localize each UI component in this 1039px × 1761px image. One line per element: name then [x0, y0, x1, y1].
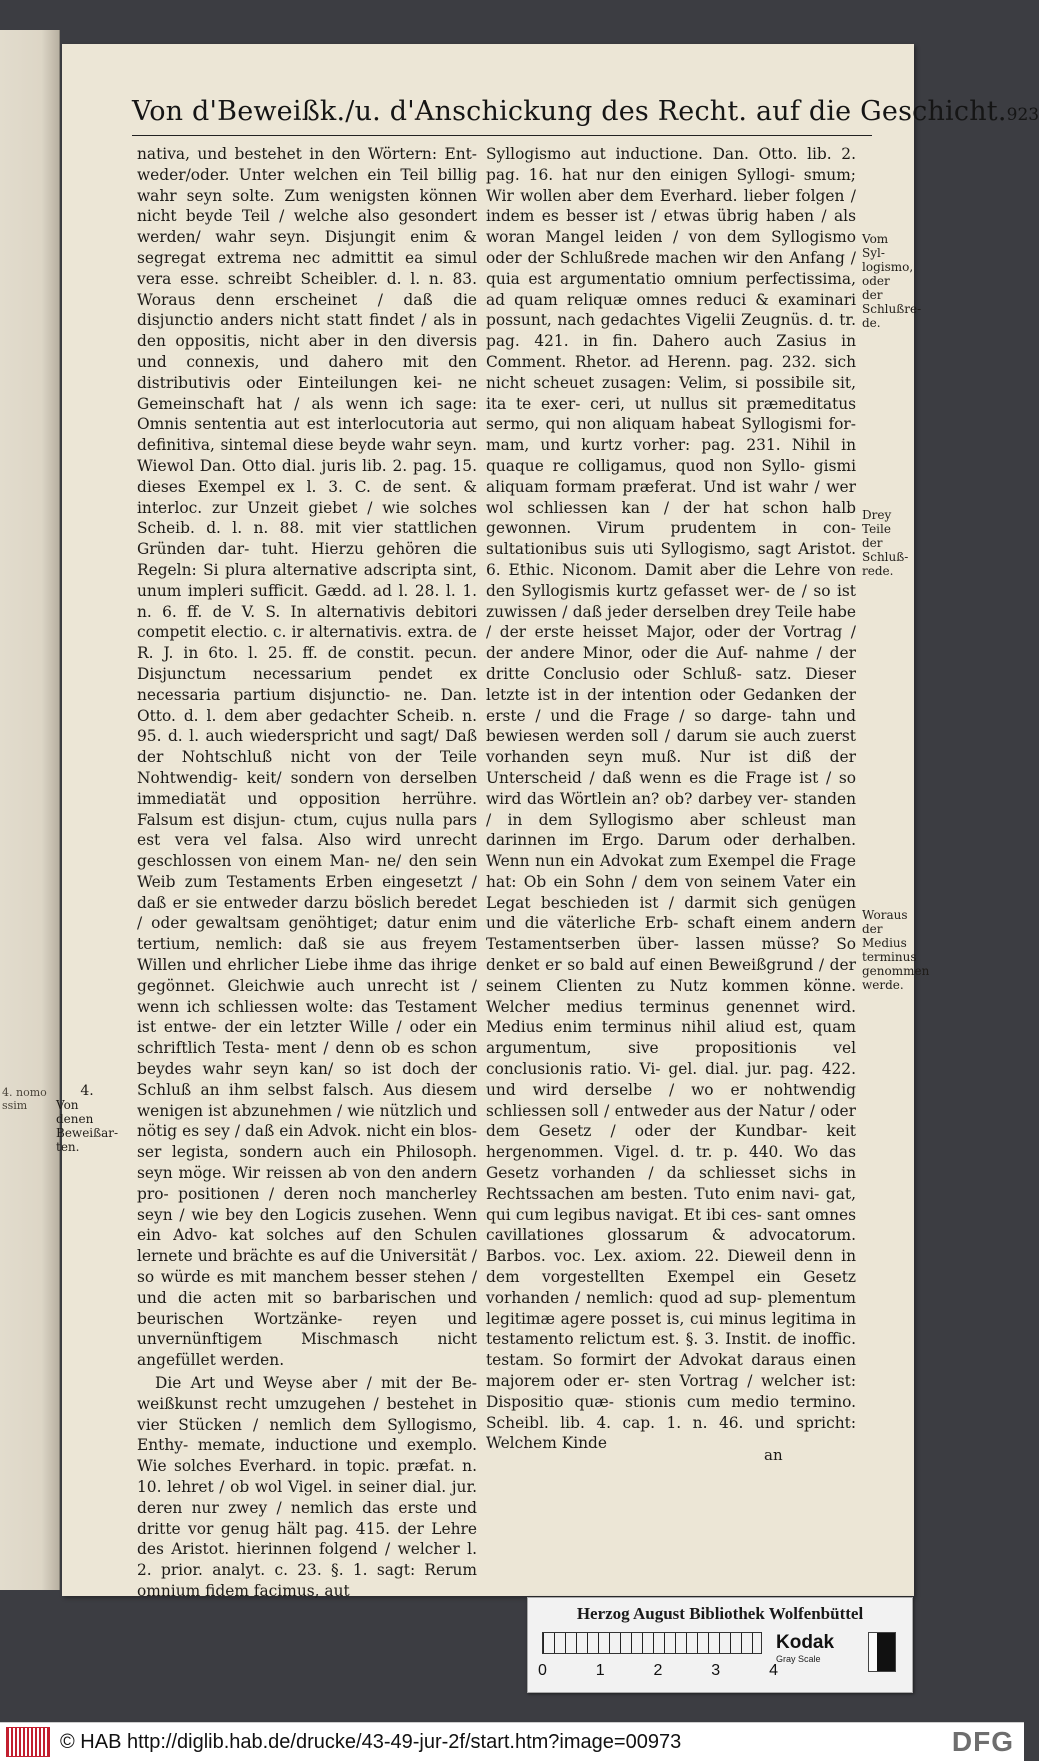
color-calibration-strip	[527, 1597, 913, 1693]
catchword: an	[764, 1446, 783, 1464]
previous-page-edge	[0, 30, 60, 1590]
running-title: Von d'Beweißk./u. d'Anschickung des Recht. auf die Geschicht.	[132, 96, 1007, 127]
ruler-tick: 3	[711, 1662, 721, 1679]
previous-page-margin-note: 4. nomo ssim	[2, 1086, 47, 1112]
copyright-link[interactable]: © HAB http://diglib.hab.de/drucke/43-49-jur-2f/start.htm?image=00973	[60, 1730, 682, 1753]
margin-note-beweisarten-text: Von denen Beweißar- ten.	[56, 1098, 119, 1154]
right-column	[486, 144, 856, 1454]
right-column-paragraph-1: Syllogismo aut inductione. Dan. Otto. lib. 2. pag. 16. hat nur den einigen Syllogi- smum; Wir wollen aber dem Everhard. lieber folgen / indem es besser ist / etwas übrig haben / als woran Mangel leiden / von dem Syllogismo oder der Schlußrede machen wir den Anfang / quia est argumentatio omnium perfectissima, ad quam reliquæ omnes reduci & examinari possunt, nach gedachtes Vigelii Zeugnüs. d. tr. pag. 421. in fin. Dahero auch Zasius in Comment. Rhetor. ad Herenn. pag. 232. sich nicht scheuet zusagen: Velim, si possibile sit, ita te exer- ceri, ut nullus sit præmeditatus sermo, qui non aliquam habeat Syllogismi for- mam, und kurtz vorher: pag. 231. Nihil in quaque re colligamus, quod non Syllo- gismi aliquam formam præferat. Und ist wahr / wer wol schliessen kan / der hat schon halb gewonnen. Virum prudentem in con- sultationibus suis uti Syllogismo, sagt Aristot. 6. Ethic. Niconom. Damit aber die Lehre von den Syllogismis kurtz gefasset wer- de / so ist zuwissen / daß jeder derselben drey Teile habe / der erste heisset Major, oder der Vortrag / der andere Minor, oder die Auf- nahme / der dritte Conclusio oder Schluß- satz. Dieser letzte ist in der intention oder Gedanken der erste / und die Frage / so darge- tahn und bewiesen werden soll / darum sie auch zuerst vorhanden seyn muß. Nur ist diß der Unterscheid / daß wenn es die Frage ist / so wird das Wörtlein an? ob? darbey ver- standen / in dem Syllogismo aber schleust man darinnen im Ergo. Darum oder derhalben. Wenn nun ein Advokat zum Exempel die Frage hat: Ob ein Sohn / dem von seinem Vater ein Legat beschieden ist / darmit sich genügen und die väterliche Erb- schaft einem andern Testamentserben über- lassen müsse? So denket er so bald auf einen Beweißgrund / der seinem Clienten zu Nutz kommen könne. Welcher medius terminus genennet wird. Medius enim terminus nihil aliud est, quam argumentum, sive propositionis vel conclusionis ratio. Vi- gel. dial. jur. pag. 422. und wird derselbe / wo er nohtwendig schliessen soll / entweder aus der Natur / oder dem Gesetz / oder der Kundbar- keit hergenommen. Vigel. d. tr. p. 440. Wo das Gesetz vorhanden / da schliesset sichs in Rechtssachen am besten. Tuto enim navi- gat, qui cum legibus navigat. Et ibi ces- sant omnes cavillationes glossarum & advocatorum. Barbos. voc. Lex. axiom. 22. Dieweil denn in dem vorgestellten Exempel ein Gesetz vorhanden / nemlich: quod ad sup- plementum legitimæ agere posset is, cui minus legitima in testamento relictum est. §. 3. Instit. de inoffic. testam. So formirt der Advokat daraus einen majorem oder er- sten Vortrag / welcher ist: Dispositio quæ- stionis cum medio termino. Scheibl. lib. 4. cap. 1. n. 46. und spricht: Welchem Kinde	[486, 145, 856, 1453]
left-column-paragraph-1: nativa, und bestehet in den Wörtern: Ent- weder/oder. Unter welchen ein Teil billig wahr seyn solte. Zum wenigsten können nicht beyde Teil / welche also gesondert werden/ wahr seyn. Disjungit enim & segregat extrema nec admittit ea simul vera esse. schreibt Scheibler. d. l. n. 83. Woraus denn erscheinet / daß die disjunctio anders nicht statt findet / als in den oppositis, nicht aber in den diversis und connexis, und dahero mit den distributivis oder Einteilungen kei- ne Gemeinschaft hat / als wenn ich sage: Omnis sententia aut est interlocutoria aut definitiva, sintemal diese beyde wahr seyn. Wiewol Dan. Otto dial. juris lib. 2. pag. 15. dieses Exempel ex l. 3. C. de sent. & interloc. zur Unzeit giebet / wie solches Scheib. d. l. n. 88. mit vier stattlichen Gründen dar- tuht. Hierzu gehören die Regeln: Si plura alternative adscripta sint, unum impleri sufficit. Gædd. ad l. 28. l. 1. n. 6. ff. de V. S. In alternativis debitori competit electio. c. ir alternativis. extra. de R. J. in 6to. l. 25. ff. de constit. pecun. Disjunctum necessarium pendet ex necessaria partium disjunctio- ne. Dan. Otto. d. l. dem aber gedachter Scheib. n. 95. d. l. auch wiederspricht und sagt/ Daß der Nohtschluß nicht von der Teile Nohtwendig- keit/ sondern von derselben immediatät und opposition herrühre. Falsum est disjun- ctum, cujus nulla pars est vera vel falsa. Also wird unrecht geschlossen von einem Man- ne/ den sein Weib zum Testaments Erben eingesetzt / daß er sie entweder darzu böslich beredet / oder gewaltsam genöhtiget; datur enim tertium, nemlich: daß sie aus freyem Willen und ehrlicher Liebe ihme das ihrige gegönnet. Gleichwie auch unrecht ist / wenn ich schliessen wolte: das Testament ist entwe- der ein letzter Wille / oder ein schriftlich Testa- ment / denn ob es schon beydes wahr seyn kan/ so ist doch der Schluß an ihm selbst falsch. Aus diesem wenigen ist abzunehmen / wie nützlich und nötig es sey / daß ein Advok. nicht ein blos- ser legista, sondern auch ein Philosoph. seyn möge. Wir reissen ab von den andern pro- positionen / deren noch mancherley seyn / wie bey den Logicis zusehen. Wenn ein Advo- kat solches auf den Schulen lernete und brächte es auf die Universität / so würde es mit manchem besser stehen / und die acten mit so barbarischen und beurischen Wortzänke- reyen und unvernünftigem Mischmasch nicht angefüllet werden.	[137, 145, 477, 1370]
margin-note-syllogismo: Vom Syl- logismo, oder der Schlußre- de.	[862, 232, 922, 330]
margin-note-beweisarten	[56, 1084, 118, 1154]
scanned-page	[56, 44, 1039, 1600]
margin-note-number: 4.	[80, 1083, 94, 1099]
ruler-tick: 4	[769, 1662, 778, 1679]
dfg-logo: DFG	[951, 1726, 1014, 1757]
ruler-scale	[542, 1632, 762, 1654]
kodak-brand: Kodak	[776, 1632, 835, 1653]
library-name: Herzog August Bibliothek Wolfenbüttel	[576, 1604, 864, 1623]
gray-scale-label: Gray Scale	[776, 1654, 821, 1664]
ruler-tick: 1	[595, 1662, 605, 1679]
left-column	[137, 144, 477, 1602]
running-head	[132, 96, 1039, 136]
hab-logo-icon	[6, 1727, 50, 1757]
gray-patch	[868, 1632, 896, 1672]
ruler-tick: 2	[653, 1662, 663, 1679]
margin-note-drey-teile: Drey Teile der Schluß- rede.	[862, 508, 909, 578]
footer-bar	[0, 1722, 1024, 1761]
ruler-tick: 0	[538, 1662, 547, 1679]
left-column-paragraph-2: Die Art und Weyse aber / mit der Be- weißkunst recht umzugehen / bestehet in vier Stücken / nemlich dem Syllogismo, Enthy- memate, inductione und exemplo. Wie solches Everhard. in topic. præfat. n. 10. lehret / ob wol Vigel. in seiner dial. jur. deren nur zwey / nemlich das erste und dritte vor genug hält pag. 415. der Lehre des Aristot. hierinnen folgend / welcher l. 2. prior. analyt. c. 23. §. 1. sagt: Rerum omnium fidem facimus, aut	[137, 1374, 477, 1600]
ruler-ticks	[538, 1662, 778, 1680]
page-number: 923	[1006, 105, 1039, 125]
margin-note-medius-terminus: Woraus der Medius terminus genommen werde.	[862, 908, 930, 992]
